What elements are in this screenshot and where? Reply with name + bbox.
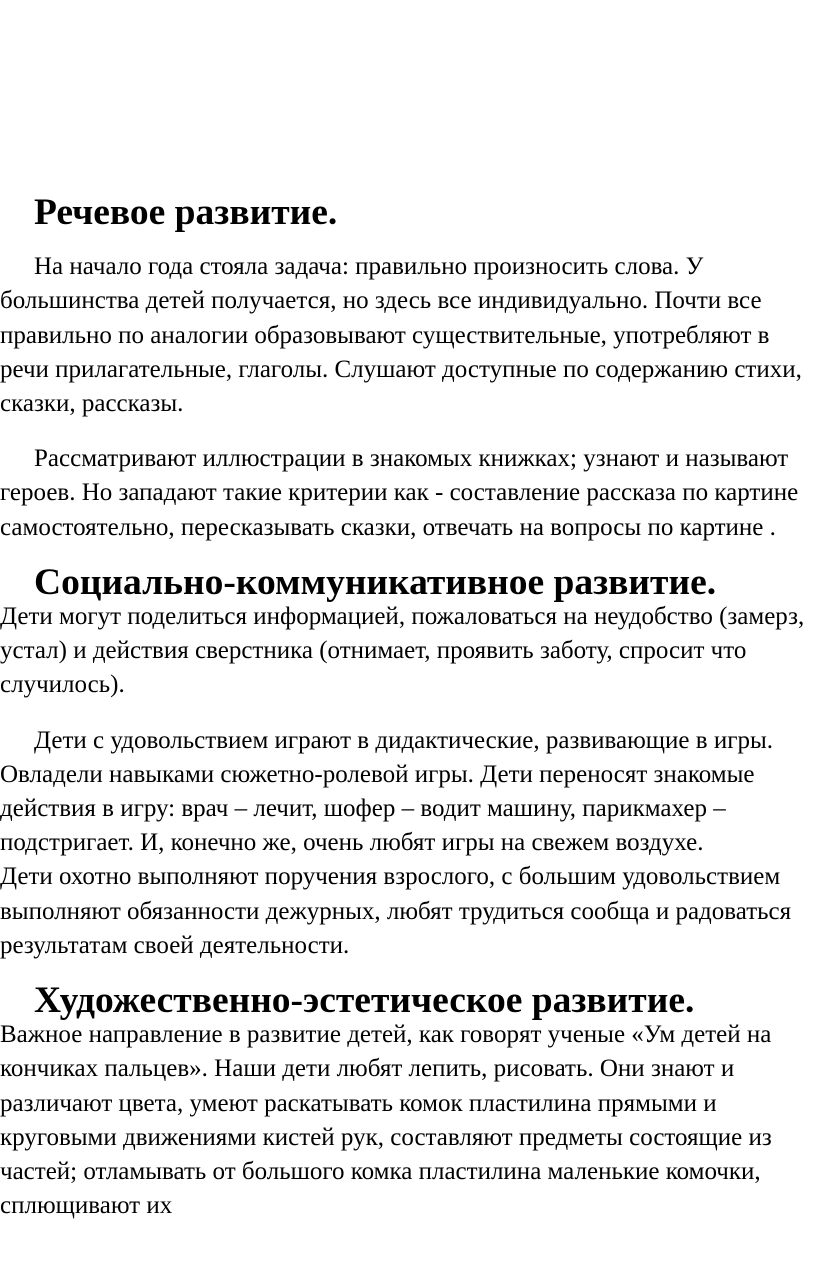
heading-speech-development: Речевое развитие. xyxy=(34,192,338,233)
paragraph-social-3: Дети охотно выполняют поручения взрослого, с большим удовольствием выполняют обязанности дежурных, любят трудиться сообща и радоваться результатам своей деятельности. xyxy=(0,863,792,959)
paragraph-art-1: Важное направление в развитие детей, как говорят ученые «Ум детей на кончиках пальцев». Наши дети любят лепить, рисовать. Они знают и различают цвета, умеют раскатывать комок пластилина прямыми и круговыми движениями кистей рук, составляют предметы состоящие из частей; отламывать от большого комка пластилина маленькие комочки, сплющивают их xyxy=(0,1021,772,1220)
paragraph-social-2: Дети с удовольствием играют в дидактические, развивающие в игры. Овладели навыками сюжетно-ролевой игры. Дети переносят знакомые действия в игру: врач – лечит, шофер – водит машину, парикмахер – подстригает. И, конечно же, очень любят игры на свежем воздухе. xyxy=(0,726,774,857)
paragraph-speech-2: Рассматривают иллюстрации в знакомых книжках; узнают и называют героев. Но западают такие критерии как - составление рассказа по картине самостоятельно, пересказывать сказки, отвечать на вопросы по картине . xyxy=(0,445,799,541)
heading-social-development: Социально-коммуникативное развитие. xyxy=(34,561,717,603)
heading-art-development: Художественно-эстетическое развитие. xyxy=(34,980,695,1022)
document-page xyxy=(0,192,810,1223)
paragraph-social-1: Дети могут поделиться информацией, пожаловаться на неудобство (замерз, устал) и действия сверстника (отнимает, проявить заботу, спросит что случилось). xyxy=(0,603,805,699)
paragraph-speech-1: На начало года стояла задача: правильно произносить слова. У большинства детей получается, но здесь все индивидуально. Почти все правильно по аналогии образовывают существительные, употребляют в речи прилагательные, глаголы. Слушают доступные по содержанию стихи, сказки, рассказы. xyxy=(0,253,802,418)
